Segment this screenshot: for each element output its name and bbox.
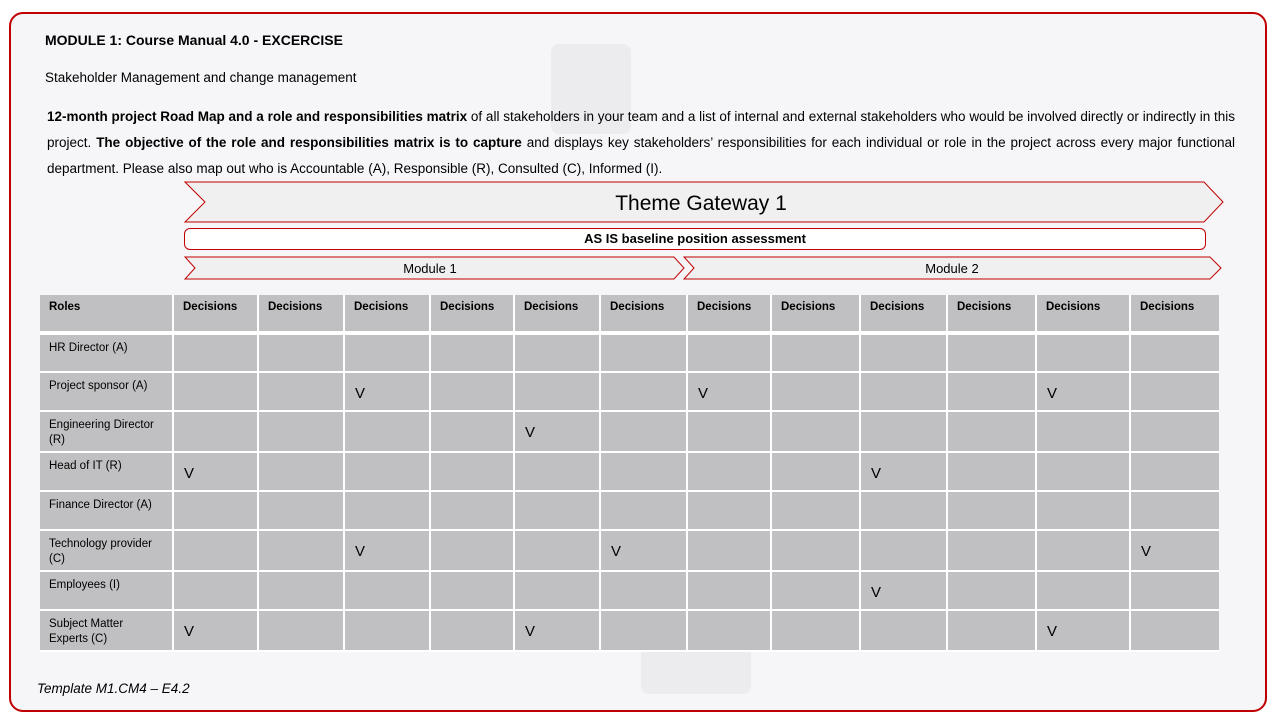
decision-cell bbox=[258, 333, 344, 372]
decision-cell bbox=[430, 571, 514, 610]
description-text-1: of all stakeholders in your team and a list of internal and external stakeholders who would be involved directly or indirectly in this project. bbox=[47, 109, 1235, 150]
decision-cell bbox=[1036, 333, 1130, 372]
decision-cell bbox=[1036, 411, 1130, 452]
decision-cell bbox=[258, 491, 344, 530]
decision-cell bbox=[1130, 411, 1219, 452]
decision-cell bbox=[1130, 491, 1219, 530]
decision-cell bbox=[258, 452, 344, 491]
decision-cell bbox=[1130, 610, 1219, 651]
decisions-header: Decisions bbox=[344, 295, 430, 333]
decision-cell bbox=[947, 411, 1036, 452]
decision-cell: V bbox=[173, 452, 258, 491]
matrix-header-row bbox=[40, 295, 1219, 333]
decision-cell bbox=[344, 571, 430, 610]
decision-cell bbox=[430, 530, 514, 571]
decision-cell bbox=[514, 333, 600, 372]
decisions-header: Decisions bbox=[173, 295, 258, 333]
decision-cell bbox=[430, 411, 514, 452]
decisions-header: Decisions bbox=[947, 295, 1036, 333]
decision-cell bbox=[430, 610, 514, 651]
description-text-2: and displays key stakeholders’ responsibilities for each individual or role in the project across every major functional department. Please also map out who is Accountable (A), Responsible (R), Consulted (C), Informed (I). bbox=[47, 135, 1235, 176]
decision-cell: V bbox=[344, 372, 430, 411]
page-subtitle: Stakeholder Management and change management bbox=[45, 70, 357, 85]
decision-cell bbox=[860, 610, 947, 651]
role-cell: Engineering Director (R) bbox=[40, 411, 173, 452]
decision-cell bbox=[947, 530, 1036, 571]
decisions-header: Decisions bbox=[514, 295, 600, 333]
matrix-row bbox=[40, 491, 1219, 530]
decision-cell bbox=[258, 372, 344, 411]
decision-cell bbox=[947, 571, 1036, 610]
decision-cell bbox=[947, 333, 1036, 372]
baseline-label: AS IS baseline position assessment bbox=[184, 228, 1206, 250]
decisions-header: Decisions bbox=[258, 295, 344, 333]
decision-cell bbox=[173, 411, 258, 452]
matrix-row bbox=[40, 610, 1219, 651]
decision-cell bbox=[947, 491, 1036, 530]
decisions-header: Decisions bbox=[430, 295, 514, 333]
matrix-row bbox=[40, 372, 1219, 411]
responsibility-matrix bbox=[40, 295, 1219, 652]
decision-cell bbox=[1036, 571, 1130, 610]
slide-frame bbox=[9, 12, 1267, 712]
matrix-row bbox=[40, 571, 1219, 610]
decision-cell bbox=[687, 452, 771, 491]
decision-cell bbox=[430, 452, 514, 491]
module-title: MODULE 1: Course Manual 4.0 - EXCERCISE bbox=[45, 32, 343, 48]
decision-cell bbox=[173, 372, 258, 411]
roles-header: Roles bbox=[40, 295, 173, 333]
matrix-row bbox=[40, 333, 1219, 372]
decision-cell bbox=[771, 411, 860, 452]
decision-cell bbox=[430, 372, 514, 411]
decision-cell bbox=[430, 333, 514, 372]
module1-label: Module 1 bbox=[403, 261, 457, 276]
description-bold-2: The objective of the role and responsibilities matrix is to capture bbox=[96, 135, 522, 150]
decision-cell bbox=[860, 491, 947, 530]
decision-cell bbox=[1130, 571, 1219, 610]
decision-cell: V bbox=[687, 372, 771, 411]
decision-cell bbox=[687, 411, 771, 452]
decision-cell bbox=[600, 491, 687, 530]
role-cell: Head of IT (R) bbox=[40, 452, 173, 491]
decision-cell bbox=[1036, 452, 1130, 491]
decision-cell bbox=[600, 610, 687, 651]
decisions-header: Decisions bbox=[1130, 295, 1219, 333]
decisions-header: Decisions bbox=[1036, 295, 1130, 333]
decision-cell bbox=[860, 333, 947, 372]
decision-cell bbox=[258, 411, 344, 452]
decisions-header: Decisions bbox=[860, 295, 947, 333]
decision-cell bbox=[1130, 452, 1219, 491]
decision-cell: V bbox=[344, 530, 430, 571]
description-bold-1: 12-month project Road Map and a role and responsibilities matrix bbox=[47, 109, 468, 124]
decision-cell bbox=[1130, 333, 1219, 372]
decision-cell bbox=[687, 571, 771, 610]
decision-cell bbox=[687, 530, 771, 571]
decision-cell bbox=[771, 452, 860, 491]
decision-cell bbox=[344, 333, 430, 372]
decisions-header: Decisions bbox=[600, 295, 687, 333]
decisions-header: Decisions bbox=[771, 295, 860, 333]
decision-cell bbox=[1130, 372, 1219, 411]
decision-cell bbox=[173, 530, 258, 571]
role-cell: HR Director (A) bbox=[40, 333, 173, 372]
gateway-label: Theme Gateway 1 bbox=[615, 192, 787, 215]
decision-cell bbox=[514, 372, 600, 411]
decision-cell bbox=[173, 333, 258, 372]
decision-cell bbox=[1036, 491, 1130, 530]
role-cell: Technology provider (C) bbox=[40, 530, 173, 571]
decision-cell bbox=[1036, 530, 1130, 571]
decision-cell bbox=[430, 491, 514, 530]
matrix-row bbox=[40, 452, 1219, 491]
decision-cell: V bbox=[1036, 372, 1130, 411]
decision-cell: V bbox=[860, 571, 947, 610]
decision-cell bbox=[173, 491, 258, 530]
decision-cell bbox=[687, 491, 771, 530]
decision-cell bbox=[514, 452, 600, 491]
decision-cell bbox=[771, 610, 860, 651]
decision-cell bbox=[771, 372, 860, 411]
decision-cell bbox=[600, 411, 687, 452]
decision-cell bbox=[947, 372, 1036, 411]
decision-cell bbox=[600, 452, 687, 491]
matrix-body bbox=[40, 333, 1219, 651]
role-cell: Subject Matter Experts (C) bbox=[40, 610, 173, 651]
decision-cell bbox=[344, 491, 430, 530]
decision-cell bbox=[258, 571, 344, 610]
decision-cell: V bbox=[173, 610, 258, 651]
decision-cell bbox=[600, 571, 687, 610]
matrix-row bbox=[40, 530, 1219, 571]
decision-cell bbox=[600, 333, 687, 372]
template-label: Template M1.CM4 – E4.2 bbox=[37, 681, 190, 696]
decision-cell bbox=[947, 452, 1036, 491]
decision-cell: V bbox=[860, 452, 947, 491]
decision-cell bbox=[344, 610, 430, 651]
decision-cell bbox=[514, 571, 600, 610]
decision-cell bbox=[687, 610, 771, 651]
decision-cell bbox=[771, 530, 860, 571]
decisions-header: Decisions bbox=[687, 295, 771, 333]
decision-cell bbox=[514, 530, 600, 571]
decision-cell bbox=[600, 372, 687, 411]
role-cell: Project sponsor (A) bbox=[40, 372, 173, 411]
decision-cell bbox=[344, 452, 430, 491]
decision-cell bbox=[860, 411, 947, 452]
role-cell: Finance Director (A) bbox=[40, 491, 173, 530]
decision-cell bbox=[947, 610, 1036, 651]
decision-cell: V bbox=[1130, 530, 1219, 571]
decision-cell: V bbox=[1036, 610, 1130, 651]
decision-cell bbox=[258, 610, 344, 651]
decision-cell: V bbox=[514, 610, 600, 651]
matrix-row bbox=[40, 411, 1219, 452]
decision-cell: V bbox=[600, 530, 687, 571]
decision-cell bbox=[344, 411, 430, 452]
module2-label: Module 2 bbox=[925, 261, 979, 276]
decision-cell bbox=[173, 571, 258, 610]
decision-cell bbox=[771, 571, 860, 610]
decision-cell bbox=[860, 530, 947, 571]
decision-cell bbox=[771, 333, 860, 372]
decision-cell bbox=[514, 491, 600, 530]
decision-cell bbox=[258, 530, 344, 571]
role-cell: Employees (I) bbox=[40, 571, 173, 610]
decision-cell: V bbox=[514, 411, 600, 452]
decision-cell bbox=[771, 491, 860, 530]
decision-cell bbox=[860, 372, 947, 411]
decision-cell bbox=[687, 333, 771, 372]
